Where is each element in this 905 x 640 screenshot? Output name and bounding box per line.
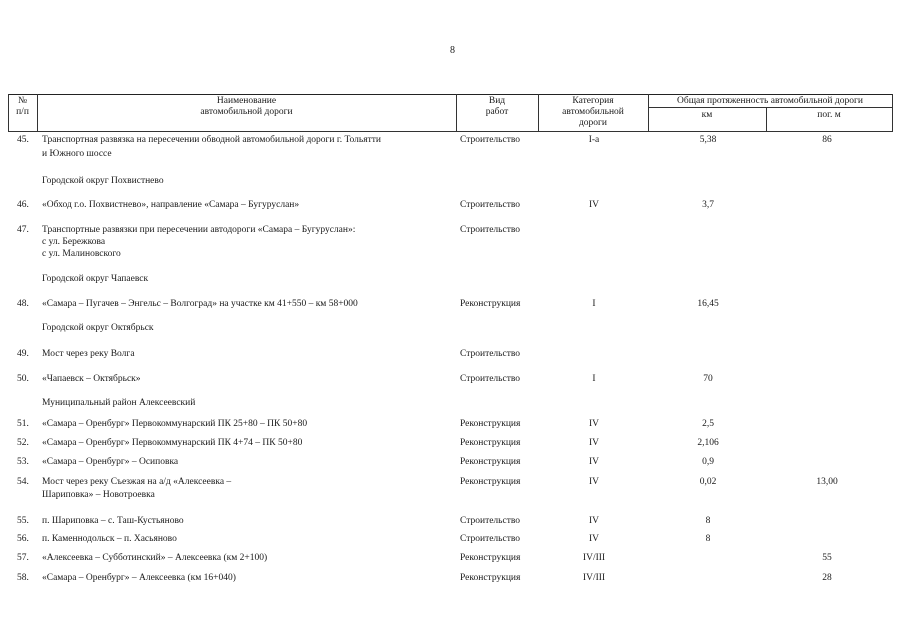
- district-heading: Муниципальный район Алексеевский: [42, 398, 196, 408]
- page-number: 8: [450, 45, 455, 56]
- work-type: Строительство: [460, 534, 521, 544]
- length-km: 2,5: [702, 419, 714, 429]
- row-number: 49.: [17, 349, 29, 359]
- road-category: I-a: [588, 135, 600, 145]
- length-km: 0,02: [699, 477, 717, 487]
- work-type: Реконструкция: [460, 553, 521, 563]
- header-subdivider: [648, 107, 893, 108]
- road-name-line: п. Каменнодольск – п. Хасьяново: [42, 534, 177, 544]
- road-category: IV: [588, 477, 600, 487]
- header-num: [8, 96, 37, 118]
- work-type: Реконструкция: [460, 573, 521, 583]
- length-m: 28: [822, 573, 832, 583]
- header-work: [456, 96, 538, 118]
- road-name-line: «Самара – Оренбург» – Алексеевка (км 16+040): [42, 573, 236, 583]
- row-number: 56.: [17, 534, 29, 544]
- header-top-border: [8, 94, 893, 95]
- row-number: 52.: [17, 438, 29, 448]
- header-num-line2: п/п: [16, 107, 29, 117]
- road-name-line: Транспортная развязка на пересечении обводной автомобильной дороги г. Тольятти: [42, 135, 382, 145]
- work-type: Строительство: [460, 225, 521, 235]
- header-km: км: [701, 110, 713, 120]
- road-name-line: Шариповка» – Новотроевка: [42, 490, 155, 500]
- road-category: IV: [588, 457, 600, 467]
- length-km: 8: [705, 516, 711, 526]
- work-type: Строительство: [460, 200, 521, 210]
- work-type: Строительство: [460, 516, 521, 526]
- row-number: 53.: [17, 457, 29, 467]
- road-category: IV: [588, 438, 600, 448]
- road-name-line: «Самара – Оренбург» – Осиповка: [42, 457, 179, 467]
- row-number: 54.: [17, 477, 29, 487]
- header-category-line3: дороги: [578, 118, 608, 128]
- row-number: 57.: [17, 553, 29, 563]
- road-name-line: Мост через реку Волга: [42, 349, 135, 359]
- road-category: I: [592, 374, 596, 384]
- work-type: Реконструкция: [460, 477, 521, 487]
- row-number: 58.: [17, 573, 29, 583]
- work-type: Строительство: [460, 135, 521, 145]
- length-km: 2,106: [697, 438, 719, 448]
- header-work-line1: Вид: [488, 96, 506, 106]
- road-category: IV: [588, 419, 600, 429]
- road-name-line: «Самара – Оренбург» Первокоммунарский ПК 25+80 – ПК 50+80: [42, 419, 308, 429]
- work-type: Реконструкция: [460, 457, 521, 467]
- row-number: 46.: [17, 200, 29, 210]
- length-km: 0,9: [702, 457, 714, 467]
- length-km: 8: [705, 534, 711, 544]
- road-name-line: Мост через реку Съезжая на а/д «Алексеевка –: [42, 477, 232, 487]
- row-number: 47.: [17, 225, 29, 235]
- work-type: Реконструкция: [460, 419, 521, 429]
- road-category: IV: [588, 516, 600, 526]
- length-km: 5,38: [699, 135, 717, 145]
- length-km: 16,45: [697, 299, 719, 309]
- work-type: Строительство: [460, 374, 521, 384]
- road-name-line: «Чапаевск – Октябрьск»: [42, 374, 141, 384]
- header-name-line1: Наименование: [216, 96, 277, 106]
- road-category: IV/III: [582, 573, 606, 583]
- road-name-line: и Южного шоссе: [42, 149, 112, 159]
- district-heading: Городской округ Октябрьск: [42, 323, 154, 333]
- length-km: 3,7: [702, 200, 714, 210]
- district-heading: Городской округ Похвистнево: [42, 176, 164, 186]
- header-category-line1: Категория: [572, 96, 614, 106]
- header-work-line2: работ: [485, 107, 509, 117]
- header-border-right: [892, 94, 893, 131]
- road-name-line: «Алексеевка – Субботинский» – Алексеевка (км 2+100): [42, 553, 268, 563]
- road-name-line: «Самара – Оренбург» Первокоммунарский ПК 4+74 – ПК 50+80: [42, 438, 303, 448]
- length-km: 70: [703, 374, 713, 384]
- work-type: Строительство: [460, 349, 521, 359]
- road-category: IV: [588, 534, 600, 544]
- header-bottom-border: [8, 131, 893, 132]
- header-length-group: Общая протяженность автомобильной дороги: [677, 96, 863, 106]
- road-category: IV: [588, 200, 600, 210]
- header-name: [37, 96, 456, 118]
- header-num-line1: №: [17, 96, 28, 106]
- row-number: 55.: [17, 516, 29, 526]
- road-name-line: с ул. Бережкова: [42, 237, 106, 247]
- road-name-line: Транспортные развязки при пересечении автодороги «Самара – Бугуруслан»:: [42, 225, 356, 235]
- road-name-line: с ул. Малиновского: [42, 249, 121, 259]
- road-category: I: [592, 299, 596, 309]
- district-heading: Городской округ Чапаевск: [42, 274, 149, 284]
- work-type: Реконструкция: [460, 438, 521, 448]
- row-number: 48.: [17, 299, 29, 309]
- header-category: [538, 96, 648, 129]
- header-category-line2: автомобильной: [562, 107, 624, 117]
- header-name-line2: автомобильной дороги: [200, 107, 293, 117]
- row-number: 50.: [17, 374, 29, 384]
- road-name-line: п. Шариповка – с. Таш-Кустьяново: [42, 516, 184, 526]
- length-m: 55: [822, 553, 832, 563]
- row-number: 51.: [17, 419, 29, 429]
- road-name-line: «Самара – Пугачев – Энгельс – Волгоград» на участке км 41+550 – км 58+000: [42, 299, 358, 309]
- length-m: 13,00: [816, 477, 838, 487]
- road-name-line: «Обход г.о. Похвистнево», направление «Самара – Бугуруслан»: [42, 200, 300, 210]
- row-number: 45.: [17, 135, 29, 145]
- length-m: 86: [822, 135, 832, 145]
- header-m: пог. м: [817, 110, 841, 120]
- work-type: Реконструкция: [460, 299, 521, 309]
- road-category: IV/III: [582, 553, 606, 563]
